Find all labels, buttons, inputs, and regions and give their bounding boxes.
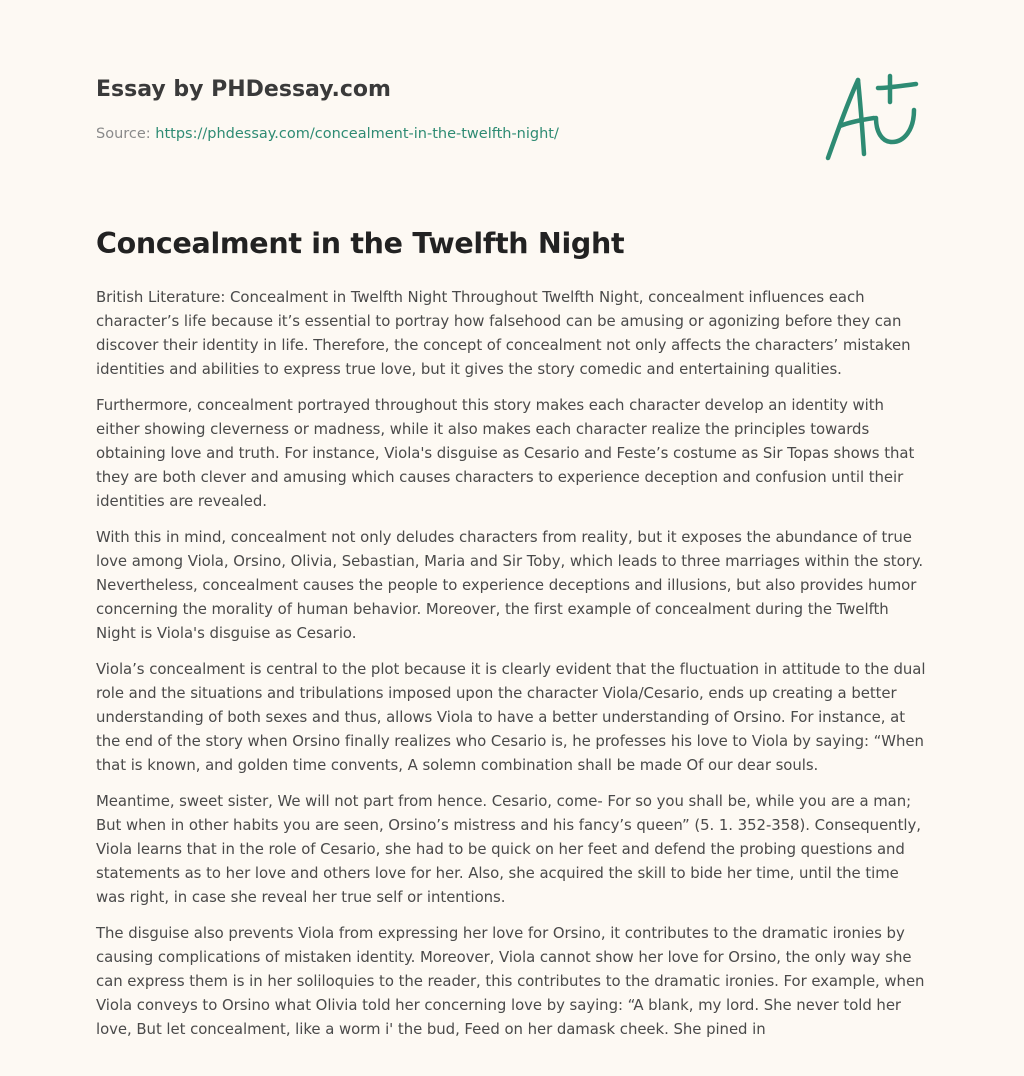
source-label: Source: (96, 126, 156, 142)
article-title: Concealment in the Twelfth Night (96, 227, 625, 260)
brand-title: Essay by PHDessay.com (96, 77, 391, 102)
paragraph: With this in mind, concealment not only deludes characters from reality, but it exposes the abundance of true love among Viola, Orsino, Olivia, Sebastian, Maria and Sir Toby, which leads to three marriages within the story. Nevertheless, concealment causes the people to experience deceptions and illusions, but also provides humor concerning the morality of human behavior. Moreover, the first example of concealment during the Twelfth Night is Viola's disguise as Cesario. (96, 528, 924, 642)
paragraph: Viola’s concealment is central to the plot because it is clearly evident that the fluctuation in attitude to the dual role and the situations and tribulations imposed upon the character Viola/Cesario, ends up creating a better understanding of both sexes and thus, allows Viola to have a better understanding of Orsino. For instance, at the end of the story when Orsino finally realizes who Cesario is, he professes his love to Viola by saying: “When that is known, and golden time convents, A solemn combination shall be made Of our dear souls. (96, 660, 926, 774)
paragraph: Meantime, sweet sister, We will not part from hence. Cesario, come- For so you shall be, while you are a man; But when in other habits you are seen, Orsino’s mistress and his fancy’s queen” (5. 1. 352-358). Consequently, Viola learns that in the role of Cesario, she had to be quick on her feet and defend the probing questions and statements as to her love and others love for her. Also, she acquired the skill to bide her time, until the time was right, in case she reveal her true self or intentions. (96, 792, 921, 906)
paragraph: Furthermore, concealment portrayed throughout this story makes each character develop an identity with either showing cleverness or madness, while it also makes each character realize the principles towards obtaining love and truth. For instance, Viola's disguise as Cesario and Feste’s costume as Sir Topas shows that they are both clever and amusing which causes characters to experience deception and confusion until their identities are revealed. (96, 396, 915, 510)
source-line (96, 124, 796, 144)
article-body (96, 285, 932, 1053)
a-plus-logo-icon (820, 66, 930, 166)
paragraph: British Literature: Concealment in Twelfth Night Throughout Twelfth Night, concealment influences each character’s life because it’s essential to portray how falsehood can be amusing or agonizing before they can discover their identity in life. Therefore, the concept of concealment not only affects the characters’ mistaken identities and abilities to express true love, but it gives the story comedic and entertaining qualities. (96, 288, 911, 378)
source-link[interactable]: https://phdessay.com/concealment-in-the-twelfth-night/ (155, 126, 559, 142)
paragraph: The disguise also prevents Viola from expressing her love for Orsino, it contributes to the dramatic ironies by causing complications of mistaken identity. Moreover, Viola cannot show her love for Orsino, the only way she can express them is in her soliloquies to the reader, this contributes to the dramatic ironies. For example, when Viola conveys to Orsino what Olivia told her concerning love by saying: “A blank, my lord. She never told her love, But let concealment, like a worm i' the bud, Feed on her damask cheek. She pined in (96, 924, 925, 1038)
header (96, 76, 796, 144)
